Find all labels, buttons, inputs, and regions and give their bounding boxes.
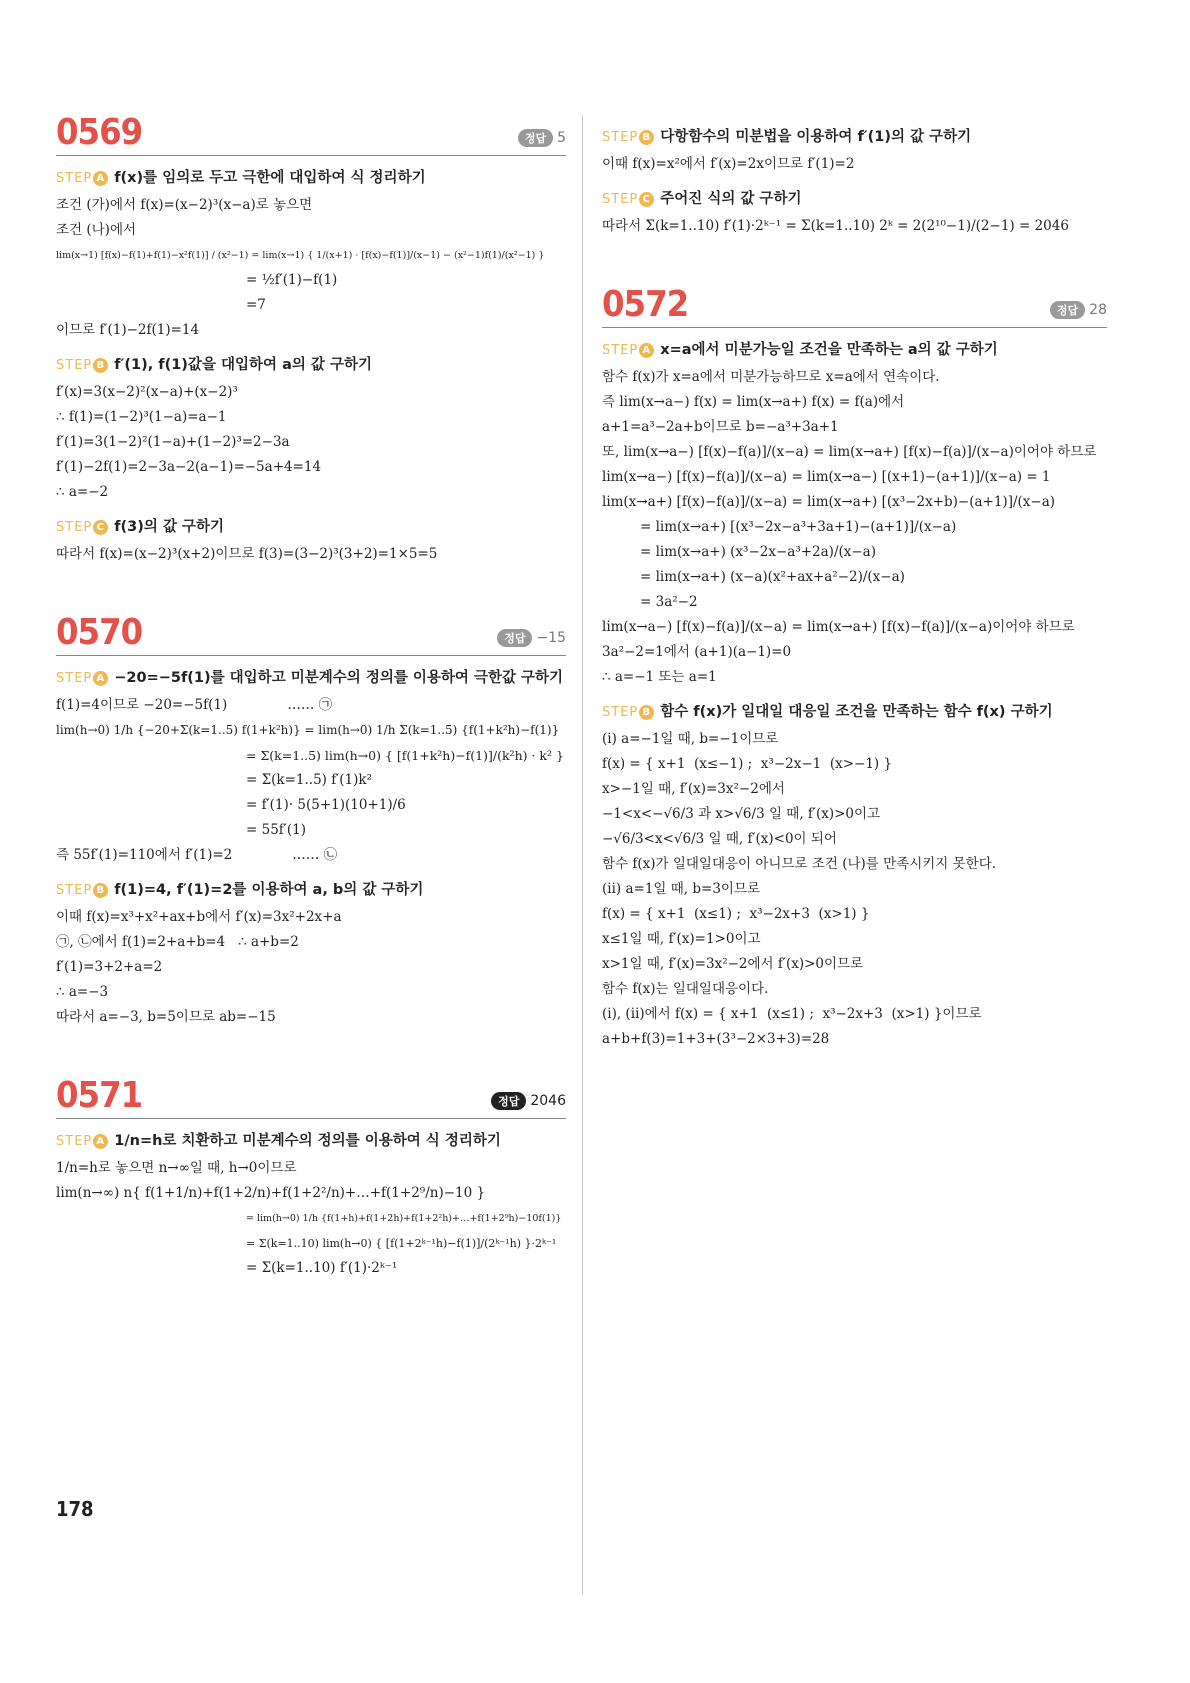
step-prefix: STEP — [56, 1134, 93, 1149]
solution-line: (ⅰ) a=−1일 때, b=−1이므로 — [602, 731, 779, 747]
solution-line: 3a²−2=1에서 (a+1)(a−1)=0 — [602, 644, 792, 660]
problem-number: 0569 — [56, 112, 143, 153]
problem-0569 — [56, 112, 566, 567]
solution-line: = Σ(k=1..5) f′(1)k² — [246, 772, 373, 788]
solution-line: 따라서 a=−3, b=5이므로 ab=−15 — [56, 1009, 276, 1025]
step-title: f(x)를 임의로 두고 극한에 대입하여 식 정리하기 — [114, 170, 426, 186]
answer-badge: 정답 — [497, 629, 532, 647]
step-heading — [56, 880, 566, 901]
step-letter: B — [639, 130, 654, 145]
solution-line: f(x) = { x+1 (x≤1) ; x³−2x+3 (x>1) } — [602, 906, 870, 922]
step-heading — [56, 1131, 566, 1152]
problem-header — [602, 284, 1107, 328]
step-title: 주어진 식의 값 구하기 — [660, 191, 802, 207]
step-tag — [56, 883, 108, 898]
step-title: f′(1), f(1)값을 대입하여 a의 값 구하기 — [114, 357, 372, 373]
solution-line: lim(n→∞) n{ f(1+1/n)+f(1+2/n)+f(1+2²/n)+…+f(1+2⁹/n)−10 } — [56, 1185, 486, 1201]
solution-line: a+b+f(3)=1+3+(3³−2×3+3)=28 — [602, 1031, 830, 1047]
solution-line: 따라서 Σ(k=1..10) f′(1)·2ᵏ⁻¹ = Σ(k=1..10) 2ᵏ = 2(2¹⁰−1)/(2−1) = 2046 — [602, 218, 1069, 234]
solution-line: = lim(x→a+) [(x³−2x−a³+3a+1)−(a+1)]/(x−a) — [640, 519, 957, 535]
step-title: x=a에서 미분가능일 조건을 만족하는 a의 값 구하기 — [660, 342, 998, 358]
solution-line: −1<x<−√6/3 과 x>√6/3 일 때, f′(x)>0이고 — [602, 806, 881, 822]
step-tag — [602, 192, 654, 207]
step-tag — [56, 671, 108, 686]
problem-header — [56, 1075, 566, 1119]
solution-line: ∴ a=−2 — [56, 484, 109, 500]
solution-line: −√6/3<x<√6/3 일 때, f′(x)<0이 되어 — [602, 831, 837, 847]
step-letter: C — [639, 192, 654, 207]
problem-number: 0572 — [602, 284, 689, 325]
solution-line: = lim(h→0) 1/h {f(1+h)+f(1+2h)+f(1+2²h)+…+f(1+2⁹h)−10f(1)} — [246, 1213, 562, 1224]
page-number: 178 — [56, 1497, 94, 1521]
answer-box — [497, 629, 566, 647]
answer-badge: 정답 — [491, 1092, 526, 1110]
step-heading — [602, 189, 1107, 210]
solution-line: = ½f′(1)−f(1) — [246, 272, 338, 288]
step-prefix: STEP — [602, 343, 639, 358]
answer-badge: 정답 — [1050, 301, 1085, 319]
solution-line: 또, lim(x→a−) [f(x)−f(a)]/(x−a) = lim(x→a+) [f(x)−f(a)]/(x−a)이어야 하므로 — [602, 444, 1097, 460]
solution-line: (ⅱ) a=1일 때, b=3이므로 — [602, 881, 761, 897]
step-title: f(3)의 값 구하기 — [114, 519, 225, 535]
answer-box — [1050, 301, 1107, 319]
solution-line: f′(1)=3(1−2)²(1−a)+(1−2)³=2−3a — [56, 434, 290, 450]
solution-line: x>1일 때, f′(x)=3x²−2에서 f′(x)>0이므로 — [602, 956, 864, 972]
answer-badge: 정답 — [518, 129, 553, 147]
solution-line: 이때 f(x)=x³+x²+ax+b에서 f′(x)=3x²+2x+a — [56, 909, 342, 925]
problem-number: 0570 — [56, 612, 143, 653]
step-heading — [602, 702, 1107, 723]
step-tag — [56, 358, 108, 373]
solution-line: x>−1일 때, f′(x)=3x²−2에서 — [602, 781, 785, 797]
right-column — [602, 115, 1107, 1052]
step-tag — [602, 705, 654, 720]
solution-line: 1/n=h로 놓으면 n→∞일 때, h→0이므로 — [56, 1160, 297, 1176]
step-tag — [56, 520, 108, 535]
solution-line: 즉 55f′(1)=110에서 f′(1)=2 …… ㉡ — [56, 847, 338, 863]
answer-value: 2046 — [530, 1093, 566, 1109]
problem-continued — [602, 127, 1107, 239]
solution-line: 즉 lim(x→a−) f(x) = lim(x→a+) f(x) = f(a)에서 — [602, 394, 905, 410]
solution-line: 함수 f(x)는 일대일대응이다. — [602, 981, 769, 997]
solution-line: f′(1)=3+2+a=2 — [56, 959, 163, 975]
solution-line: = f′(1)· 5(5+1)(10+1)/6 — [246, 797, 406, 813]
step-prefix: STEP — [602, 705, 639, 720]
solution-line: 조건 (가)에서 f(x)=(x−2)³(x−a)로 놓으면 — [56, 197, 313, 213]
step-prefix: STEP — [56, 171, 93, 186]
column-divider — [582, 115, 583, 1595]
solution-line: = Σ(k=1..5) lim(h→0) { [f(1+k²h)−f(1)]/(k²h) · k² } — [246, 748, 564, 763]
step-prefix: STEP — [56, 883, 93, 898]
solution-line: 이때 f(x)=x²에서 f′(x)=2x이므로 f′(1)=2 — [602, 156, 855, 172]
step-prefix: STEP — [56, 520, 93, 535]
solution-line: = 55f′(1) — [246, 822, 306, 838]
step-prefix: STEP — [56, 358, 93, 373]
solution-line: ∴ f(1)=(1−2)³(1−a)=a−1 — [56, 409, 227, 425]
solution-line: x≤1일 때, f′(x)=1>0이고 — [602, 931, 761, 947]
solution-line: =7 — [246, 297, 266, 313]
step-heading — [602, 340, 1107, 361]
step-letter: B — [93, 883, 108, 898]
step-heading — [56, 668, 566, 689]
solution-line: lim(x→1) [f(x)−f(1)+f(1)−x²f(1)] / (x²−1) = lim(x→1) { 1/(x+1) · [f(x)−f(1)]/(x−1) − (x²−1)f(1)/(x²−1) } — [56, 250, 545, 261]
solution-line: lim(x→a+) [f(x)−f(a)]/(x−a) = lim(x→a+) [(x³−2x+b)−(a+1)]/(x−a) — [602, 494, 1056, 510]
step-letter: A — [639, 343, 654, 358]
step-title: −20=−5f(1)를 대입하고 미분계수의 정의를 이용하여 극한값 구하기 — [114, 670, 564, 686]
solution-line: 이므로 f′(1)−2f(1)=14 — [56, 322, 200, 338]
solution-line: = 3a²−2 — [640, 594, 698, 610]
solution-line: lim(h→0) 1/h {−20+Σ(k=1..5) f(1+k²h)} = lim(h→0) 1/h Σ(k=1..5) {f(1+k²h)−f(1)} — [56, 723, 560, 737]
step-heading — [56, 355, 566, 376]
step-heading — [602, 127, 1107, 148]
step-title: 함수 f(x)가 일대일 대응일 조건을 만족하는 함수 f(x) 구하기 — [660, 704, 1053, 720]
solution-line: = lim(x→a+) (x³−2x−a³+2a)/(x−a) — [640, 544, 876, 560]
solution-line: ㉠, ㉡에서 f(1)=2+a+b=4 ∴ a+b=2 — [56, 934, 299, 950]
solution-line: lim(x→a−) [f(x)−f(a)]/(x−a) = lim(x→a+) [f(x)−f(a)]/(x−a)이어야 하므로 — [602, 619, 1075, 635]
solution-line: lim(x→a−) [f(x)−f(a)]/(x−a) = lim(x→a−) [(x+1)−(a+1)]/(x−a) = 1 — [602, 469, 1051, 485]
step-tag — [56, 1134, 108, 1149]
problem-0570 — [56, 612, 566, 1030]
solution-line: f′(x)=3(x−2)²(x−a)+(x−2)³ — [56, 384, 238, 400]
solution-line: f′(1)−2f(1)=2−3a−2(a−1)=−5a+4=14 — [56, 459, 322, 475]
solution-line: (ⅰ), (ⅱ)에서 f(x) = { x+1 (x≤1) ; x³−2x+3 (x>1) }이므로 — [602, 1006, 982, 1022]
step-letter: A — [93, 1134, 108, 1149]
solution-line: 조건 (나)에서 — [56, 222, 137, 238]
solution-line: 함수 f(x)가 x=a에서 미분가능하므로 x=a에서 연속이다. — [602, 369, 940, 385]
step-letter: B — [93, 358, 108, 373]
answer-value: 28 — [1089, 302, 1107, 318]
step-prefix: STEP — [602, 192, 639, 207]
solution-line: ∴ a=−3 — [56, 984, 109, 1000]
problem-number: 0571 — [56, 1075, 143, 1116]
problem-header — [56, 612, 566, 656]
step-tag — [602, 343, 654, 358]
solution-line: a+1=a³−2a+b이므로 b=−a³+3a+1 — [602, 419, 839, 435]
step-letter: B — [639, 705, 654, 720]
step-heading — [56, 517, 566, 538]
problem-0572 — [602, 284, 1107, 1052]
step-prefix: STEP — [602, 130, 639, 145]
step-tag — [602, 130, 654, 145]
step-tag — [56, 171, 108, 186]
solution-line: = Σ(k=1..10) lim(h→0) { [f(1+2ᵏ⁻¹h)−f(1)]/(2ᵏ⁻¹h) }·2ᵏ⁻¹ — [246, 1237, 557, 1250]
solution-line: f(x) = { x+1 (x≤−1) ; x³−2x−1 (x>−1) } — [602, 756, 893, 772]
solution-line: 따라서 f(x)=(x−2)³(x+2)이므로 f(3)=(3−2)³(3+2)=1×5=5 — [56, 546, 438, 562]
problem-0571 — [56, 1075, 566, 1281]
answer-value: 5 — [557, 130, 566, 146]
solution-line: ∴ a=−1 또는 a=1 — [602, 669, 717, 685]
step-letter: A — [93, 671, 108, 686]
answer-box — [518, 129, 566, 147]
step-title: f(1)=4, f′(1)=2를 이용하여 a, b의 값 구하기 — [114, 882, 424, 898]
step-prefix: STEP — [56, 671, 93, 686]
solution-line: = Σ(k=1..10) f′(1)·2ᵏ⁻¹ — [246, 1260, 398, 1276]
step-heading — [56, 168, 566, 189]
problem-header — [56, 112, 566, 156]
answer-value: −15 — [536, 630, 566, 646]
solution-line: 함수 f(x)가 일대일대응이 아니므로 조건 (나)를 만족시키지 못한다. — [602, 856, 997, 872]
answer-box — [491, 1092, 566, 1110]
step-title: 다항함수의 미분법을 이용하여 f′(1)의 값 구하기 — [660, 129, 972, 145]
step-title: 1/n=h로 치환하고 미분계수의 정의를 이용하여 식 정리하기 — [114, 1133, 501, 1149]
solution-line: = lim(x→a+) (x−a)(x²+ax+a²−2)/(x−a) — [640, 569, 905, 585]
step-letter: C — [93, 520, 108, 535]
solution-line: f(1)=4이므로 −20=−5f(1) …… ㉠ — [56, 697, 333, 713]
step-letter: A — [93, 171, 108, 186]
left-column — [56, 112, 566, 1281]
